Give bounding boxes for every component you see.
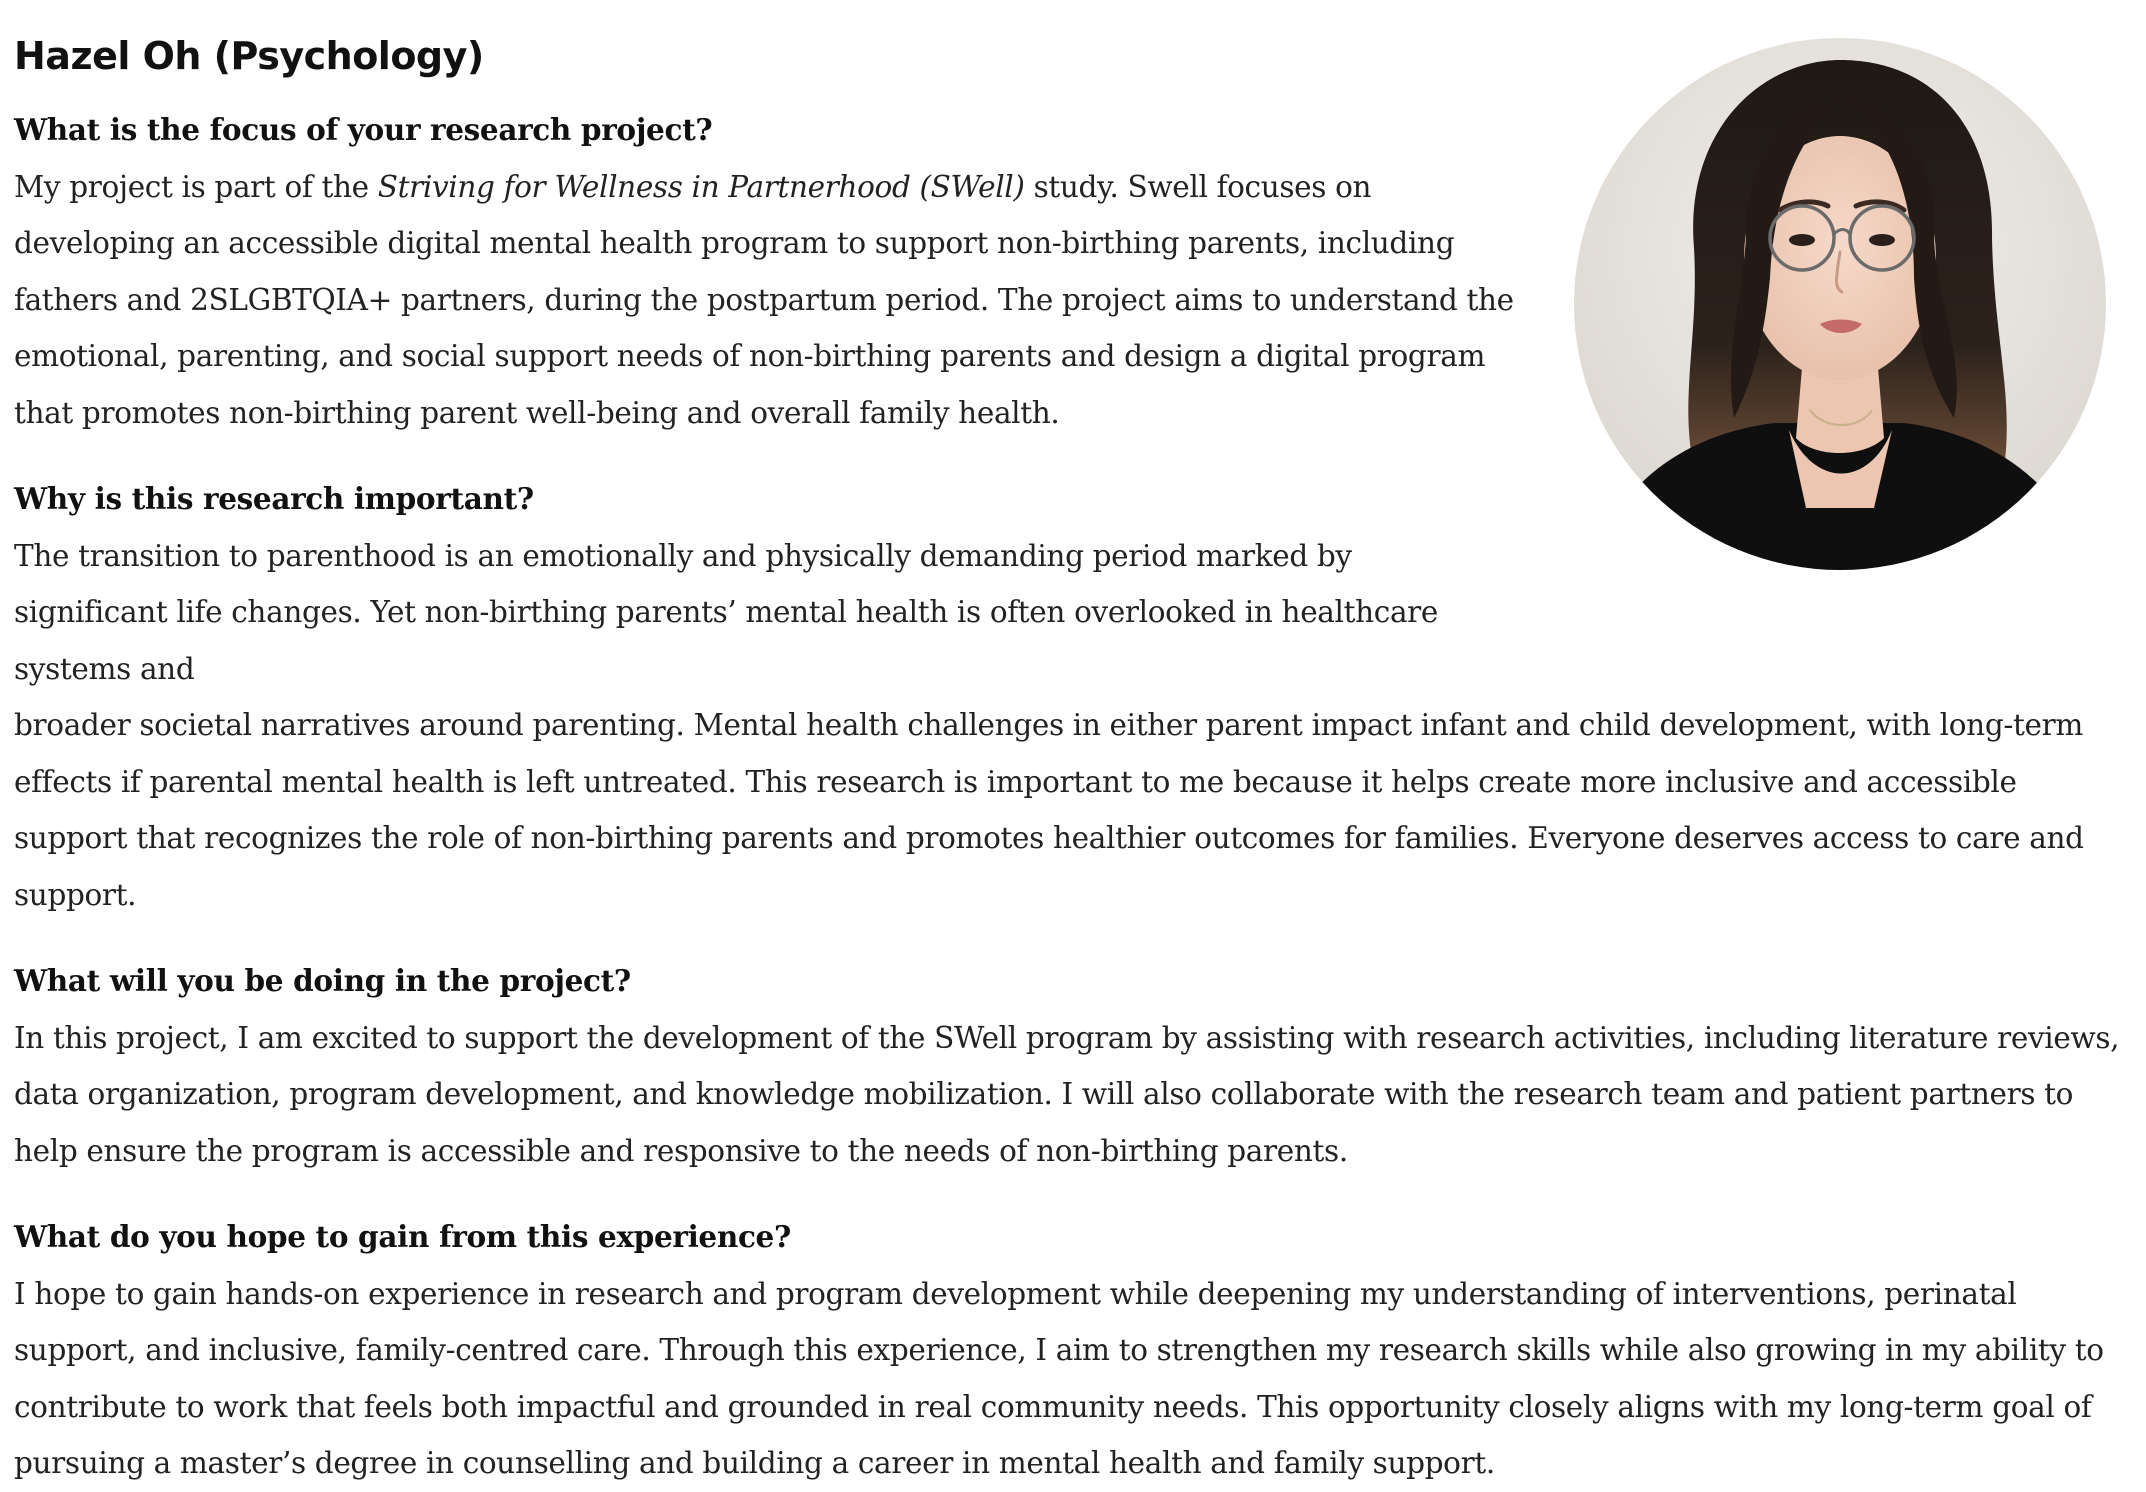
portrait-illustration	[1574, 38, 2106, 570]
page-title: Hazel Oh (Psychology)	[14, 34, 484, 78]
profile-photo	[1574, 38, 2106, 570]
qa-block-role	[14, 953, 2124, 1179]
answer-text: I hope to gain hands-on experience in research and program development while deepening my understanding of interventions, perinatal support, and inclusive, family-centred care. Through this experience, I aim to strengthen my research skills while also growing in my ability to contribute to work that feels both impactful and grounded in real community needs. This opportunity closely aligns with my long-term goal of pursuing a master’s degree in counselling and building a career in mental health and family support.	[14, 1276, 2104, 1480]
qa-block-focus	[14, 102, 1514, 441]
study-name: Striving for Wellness in Partnerhood (SWell)	[377, 169, 1025, 204]
answer-text: In this project, I am excited to support the development of the SWell program by assisting with research activities, including literature reviews, data organization, program development, and knowledge mobilization. I will also collaborate with the research team and patient partners to help ensure the program is accessible and responsive to the needs of non-birthing parents.	[14, 1020, 2120, 1168]
answer-text-intro: The transition to parenthood is an emotionally and physically demanding period marked by significant life changes. Yet non-birthing parents’ mental health is often overlooked in healthcare systems and	[14, 538, 1439, 686]
question-heading: What will you be doing in the project?	[14, 963, 631, 998]
answer-text-start: My project is part of the	[14, 169, 378, 204]
question-heading: Why is this research important?	[14, 481, 534, 516]
answer-text-end: study. Swell focuses on developing an accessible digital mental health program to support non-birthing parents, including fathers and 2SLGBTQIA+ partners, during the postpartum period. The project aims to understand the emotional, parenting, and social support needs of non-birthing parents and design a digital program that promotes non-birthing parent well-being and overall family health.	[14, 169, 1514, 430]
question-heading: What do you hope to gain from this experience?	[14, 1219, 791, 1254]
qa-block-goals	[14, 1209, 2124, 1492]
answer-text: broader societal narratives around parenting. Mental health challenges in either parent impact infant and child development, with long-term effects if parental mental health is left untreated. This research is important to me because it helps create more inclusive and accessible support that recognizes the role of non-birthing parents and promotes healthier outcomes for families. Everyone deserves access to care and support.	[14, 708, 2084, 912]
question-heading: What is the focus of your research project?	[14, 112, 713, 147]
profile-page	[14, 0, 2124, 1492]
answer-text	[14, 159, 1514, 442]
